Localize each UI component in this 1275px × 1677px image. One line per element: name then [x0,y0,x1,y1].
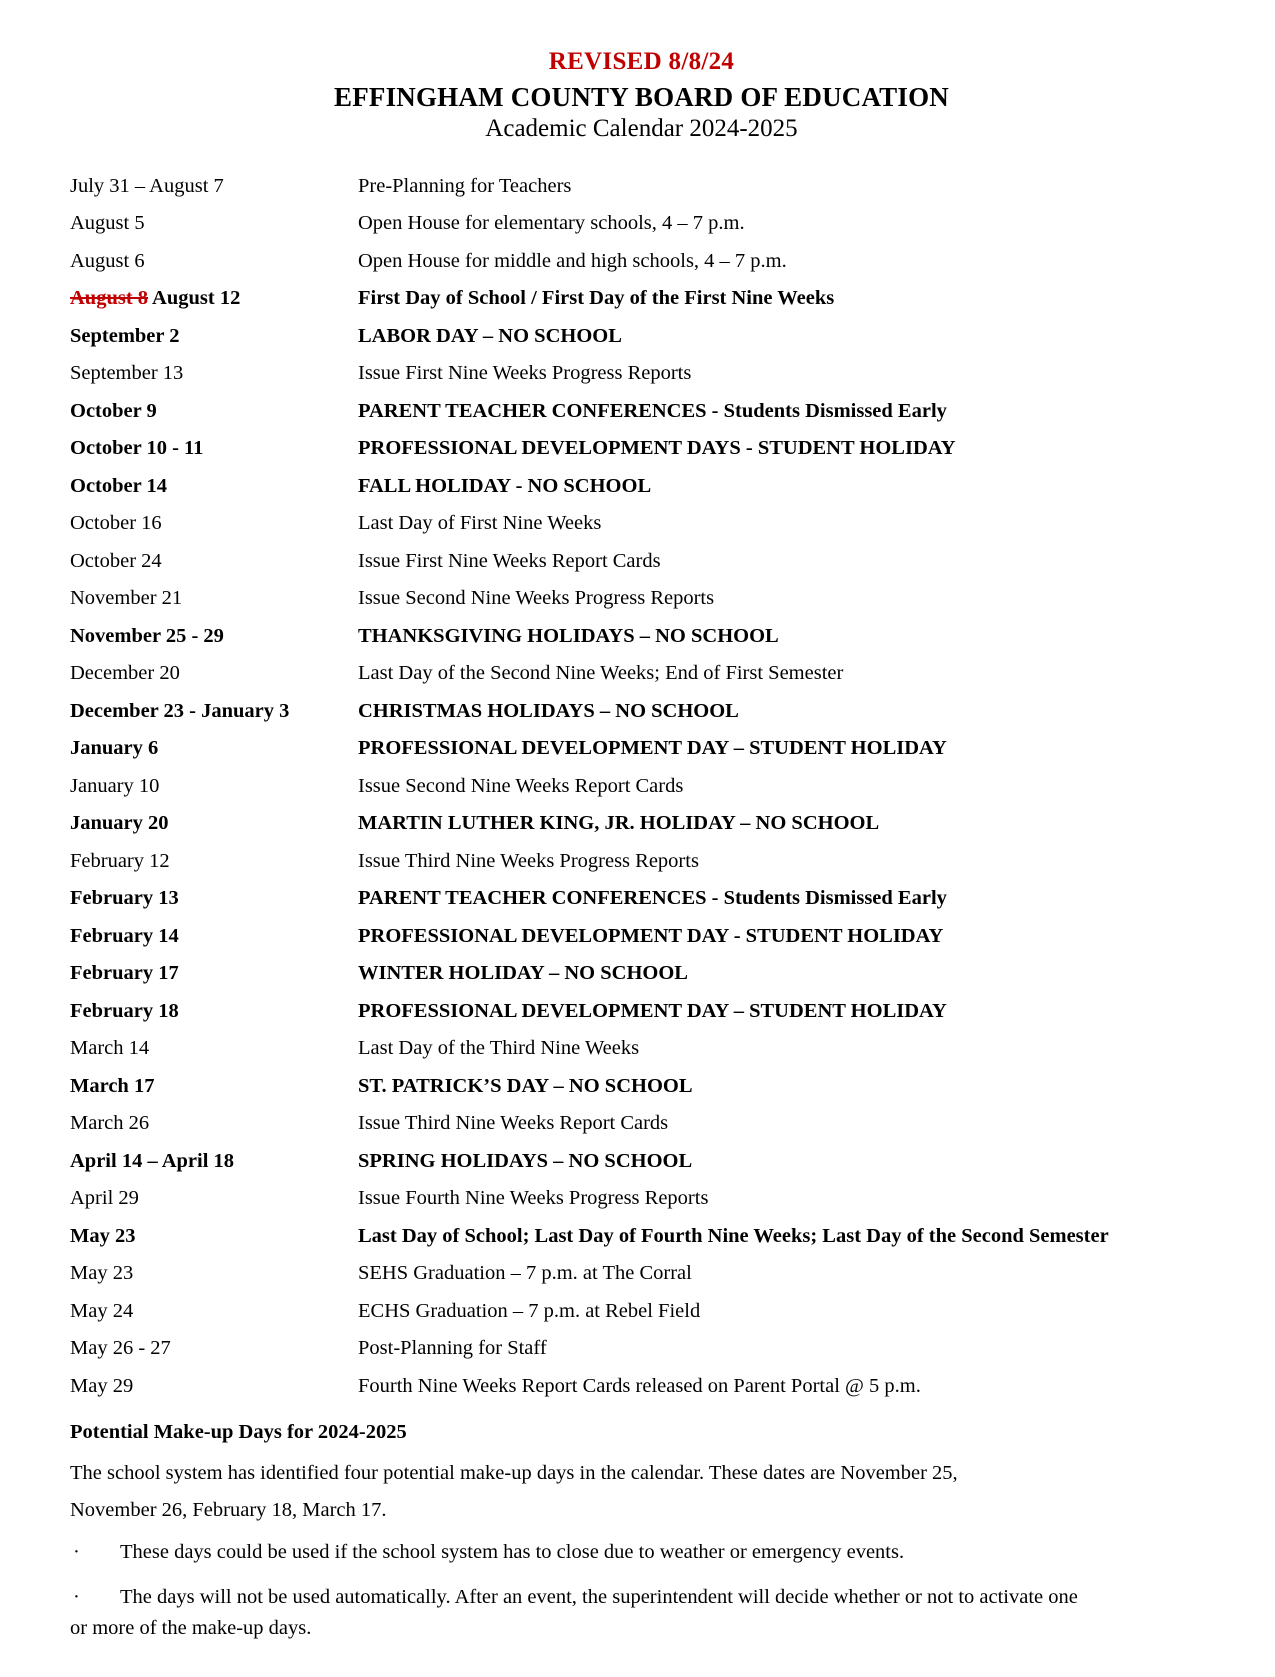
table-row [70,580,1213,618]
calendar-date-cell [70,242,358,280]
calendar-date-cell [70,1255,358,1293]
calendar-date-text: January 10 [70,774,160,797]
table-row [70,1142,1213,1180]
calendar-description-cell: Issue Fourth Nine Weeks Progress Reports [358,1187,709,1209]
calendar-date-cell [70,842,358,880]
calendar-description-cell: PROFESSIONAL DEVELOPMENT DAYS - STUDENT HOLIDAY [358,437,956,459]
makeup-days-paragraph-line2: November 26, February 18, March 17. [70,1499,387,1522]
calendar-date-cell [70,1105,358,1143]
calendar-date-text: October 16 [70,512,162,534]
calendar-date-text: November 21 [70,587,183,609]
bullet-icon: · [73,1585,80,1608]
table-row [70,242,1213,280]
calendar-date-cell [70,617,358,655]
calendar-date-text: April 14 – April 18 [70,1149,235,1172]
table-row [70,505,1213,543]
calendar-date-text: October 10 - 11 [70,437,204,459]
table-row [70,317,1213,355]
calendar-date-cell [70,542,358,580]
calendar-description-cell: Post-Planning for Staff [358,1337,547,1359]
table-row [70,917,1213,955]
calendar-description-cell: Pre-Planning for Teachers [358,174,572,197]
calendar-date-text: August 5 [70,212,145,234]
calendar-description-cell: LABOR DAY – NO SCHOOL [358,324,622,347]
calendar-date-cell [70,430,358,468]
calendar-date-cell [70,880,358,918]
table-row [70,1367,1213,1405]
calendar-description-cell: Last Day of School; Last Day of Fourth Nine Weeks; Last Day of the Second Semester [358,1224,1109,1247]
calendar-date-text: April 29 [70,1187,139,1209]
calendar-date-cell [70,355,358,393]
calendar-description-cell: Issue Second Nine Weeks Report Cards [358,774,684,797]
calendar-date-text: January 20 [70,812,169,834]
calendar-date-text: May 24 [70,1299,134,1322]
calendar-description-cell: PARENT TEACHER CONFERENCES - Students Dismissed Early [358,887,947,909]
calendar-date-text: October 24 [70,549,162,572]
calendar-date-text: February 14 [70,924,179,947]
calendar-date-cell [70,955,358,993]
table-row [70,992,1213,1030]
calendar-date-text: August 12 [148,287,241,309]
table-row [70,955,1213,993]
calendar-date-cell [70,805,358,843]
table-row [70,1105,1213,1143]
calendar-date-text: March 14 [70,1037,150,1059]
table-row [70,1067,1213,1105]
bullet-icon: · [73,1541,80,1564]
calendar-date-cell [70,1367,358,1405]
table-row [70,1292,1213,1330]
calendar-description-cell: Last Day of the Third Nine Weeks [358,1037,640,1059]
calendar-date-cell [70,917,358,955]
table-row [70,1255,1213,1293]
table-row [70,430,1213,468]
calendar-date-text: October 9 [70,399,157,422]
organization-title: EFFINGHAM COUNTY BOARD OF EDUCATION [333,82,949,112]
table-row [70,767,1213,805]
makeup-days-paragraph-line1: The school system has identified four potential make-up days in the calendar. These dates are November 25, [70,1461,958,1484]
table-row [70,692,1213,730]
calendar-date-cell [70,280,358,318]
calendar-description-cell: PROFESSIONAL DEVELOPMENT DAY – STUDENT HOLIDAY [358,737,947,759]
table-row [70,805,1213,843]
page-title: Academic Calendar 2024-2025 [485,115,798,142]
calendar-date-cell [70,392,358,430]
table-row [70,205,1213,243]
table-row [70,880,1213,918]
calendar-description-cell: Open House for elementary schools, 4 – 7 p.m. [358,212,745,234]
calendar-description-cell: Last Day of First Nine Weeks [358,512,602,534]
table-row [70,167,1213,205]
calendar-date-text: February 18 [70,999,179,1022]
table-row [70,542,1213,580]
calendar-description-cell: Issue First Nine Weeks Progress Reports [358,362,692,384]
table-row [70,655,1213,693]
list-item-text: The days will not be used automatically. After an event, the superintendent will decide whether or not to activate one [120,1585,1078,1608]
calendar-description-cell: WINTER HOLIDAY – NO SCHOOL [358,962,688,984]
table-row [70,467,1213,505]
table-row [70,1180,1213,1218]
calendar-description-cell: Fourth Nine Weeks Report Cards released on Parent Portal @ 5 p.m. [358,1374,921,1397]
table-row [70,280,1213,318]
calendar-date-cell [70,730,358,768]
calendar-date-text: October 14 [70,474,167,497]
calendar-date-cell [70,317,358,355]
calendar-date-cell [70,992,358,1030]
calendar-date-text: August 6 [70,249,145,272]
calendar-description-cell: MARTIN LUTHER KING, JR. HOLIDAY – NO SCHOOL [358,812,880,834]
calendar-date-cell [70,580,358,618]
calendar-description-cell: SPRING HOLIDAYS – NO SCHOOL [358,1149,693,1172]
calendar-date-cell [70,1180,358,1218]
table-row [70,1217,1213,1255]
table-row [70,355,1213,393]
table-row [70,617,1213,655]
calendar-description-cell: Issue First Nine Weeks Report Cards [358,549,661,572]
calendar-date-text: May 23 [70,1262,134,1284]
makeup-days-bullet-list [70,1537,1213,1643]
table-row [70,1330,1213,1368]
calendar-date-text: July 31 – August 7 [70,174,224,197]
calendar-description-cell: PROFESSIONAL DEVELOPMENT DAY – STUDENT HOLIDAY [358,999,947,1022]
calendar-description-cell: SEHS Graduation – 7 p.m. at The Corral [358,1262,692,1284]
calendar-description-cell: ECHS Graduation – 7 p.m. at Rebel Field [358,1299,701,1322]
calendar-table [70,167,1213,1405]
calendar-date-cell [70,655,358,693]
calendar-date-cell [70,1030,358,1068]
calendar-date-cell [70,767,358,805]
calendar-description-cell: FALL HOLIDAY - NO SCHOOL [358,474,652,497]
calendar-description-cell: First Day of School / First Day of the First Nine Weeks [358,287,835,309]
calendar-date-text: May 23 [70,1224,136,1247]
calendar-date-cell [70,1142,358,1180]
table-row [70,842,1213,880]
calendar-date-text: February 13 [70,887,179,909]
calendar-date-text: January 6 [70,737,159,759]
calendar-date-text: May 26 - 27 [70,1337,171,1359]
calendar-date-cell [70,467,358,505]
calendar-date-cell [70,205,358,243]
table-row [70,730,1213,768]
calendar-date-cell [70,167,358,205]
calendar-description-cell: PARENT TEACHER CONFERENCES - Students Dismissed Early [358,399,947,422]
calendar-description-cell: THANKSGIVING HOLIDAYS – NO SCHOOL [358,624,779,647]
calendar-date-cell [70,1292,358,1330]
calendar-description-cell: CHRISTMAS HOLIDAYS – NO SCHOOL [358,699,739,722]
calendar-description-cell: PROFESSIONAL DEVELOPMENT DAY - STUDENT HOLIDAY [358,924,944,947]
calendar-date-text: February 17 [70,962,179,984]
calendar-date-text: March 26 [70,1112,150,1134]
calendar-description-cell: Last Day of the Second Nine Weeks; End of First Semester [358,662,844,684]
table-row [70,392,1213,430]
calendar-description-cell: ST. PATRICK’S DAY – NO SCHOOL [358,1074,693,1097]
calendar-date-text: May 29 [70,1374,134,1397]
calendar-date-text: December 23 - January 3 [70,699,290,722]
list-item [70,1537,1213,1568]
list-item-text: These days could be used if the school system has to close due to weather or emergency events. [120,1541,905,1564]
calendar-date-text: September 13 [70,362,184,384]
calendar-date-cell [70,1067,358,1105]
revised-notice: REVISED 8/8/24 [548,48,735,75]
table-row [70,1030,1213,1068]
calendar-date-cell [70,1330,358,1368]
calendar-description-cell: Open House for middle and high schools, 4 – 7 p.m. [358,249,787,272]
calendar-date-cell [70,505,358,543]
calendar-date-text: February 12 [70,849,170,872]
calendar-date-cell [70,1217,358,1255]
calendar-description-cell: Issue Second Nine Weeks Progress Reports [358,587,715,609]
calendar-description-cell: Issue Third Nine Weeks Progress Reports [358,849,699,872]
calendar-date-cell [70,692,358,730]
calendar-date-text: September 2 [70,324,180,347]
calendar-description-cell: Issue Third Nine Weeks Report Cards [358,1112,669,1134]
list-item [70,1582,1213,1644]
calendar-date-text: November 25 - 29 [70,624,224,647]
calendar-date-text: March 17 [70,1074,155,1097]
list-item-text-continuation: or more of the make-up days. [70,1616,312,1639]
calendar-date-text: December 20 [70,662,180,684]
makeup-days-heading: Potential Make-up Days for 2024-2025 [70,1420,407,1443]
struck-date: August 8 [70,287,149,309]
